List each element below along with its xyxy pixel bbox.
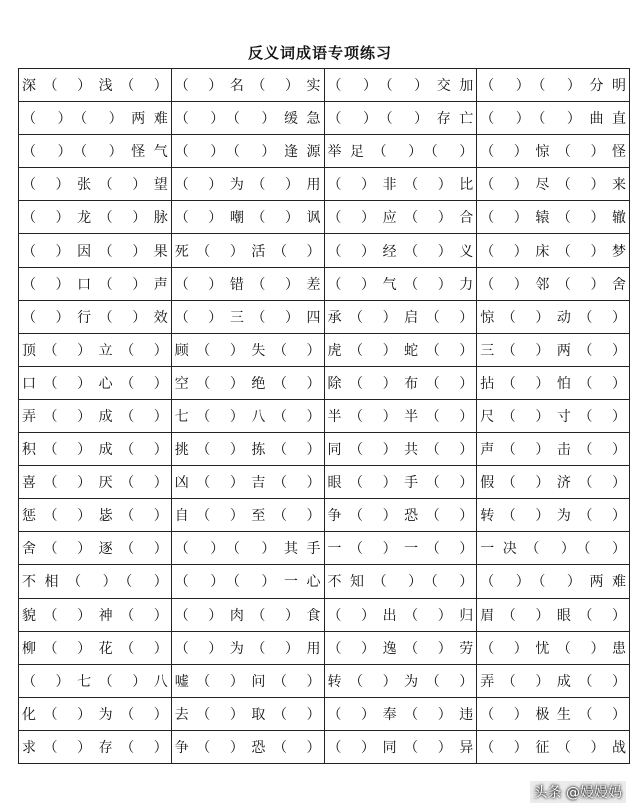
table-row	[19, 532, 630, 565]
idiom-cell: （ ）惊（ ）怪	[477, 135, 630, 168]
table-row	[19, 69, 630, 102]
page-title: 反义词成语专项练习	[247, 44, 392, 62]
idiom-cell: 三（ ）两（ ）	[477, 333, 630, 366]
idiom-cell: （ ）气（ ）力	[324, 267, 477, 300]
idiom-cell: （ ）奉（ ）违	[324, 697, 477, 730]
idiom-cell: 舍（ ）逐（ ）	[19, 532, 172, 565]
watermark: 头条 @嫚嫚妈	[530, 781, 626, 803]
idiom-cell: （ ）嘲（ ）讽	[171, 201, 324, 234]
idiom-cell: 惩（ ）毖（ ）	[19, 499, 172, 532]
idiom-cell: （ ）忧（ ）患	[477, 631, 630, 664]
idiom-cell: 承（ ）启（ ）	[324, 300, 477, 333]
idiom-cell: （ ）七（ ）八	[19, 664, 172, 697]
idiom-cell: 虎（ ）蛇（ ）	[324, 333, 477, 366]
idiom-cell: 转（ ）为（ ）	[477, 499, 630, 532]
idiom-cell: 一（ ）一（ ）	[324, 532, 477, 565]
idiom-cell: （ ）（ ）存亡	[324, 102, 477, 135]
idiom-cell: 求（ ）存（ ）	[19, 730, 172, 763]
idiom-cell: 同（ ）共（ ）	[324, 433, 477, 466]
idiom-table-body	[19, 69, 630, 764]
idiom-cell: 转（ ）为（ ）	[324, 664, 477, 697]
idiom-cell: 不知（ ）（ ）	[324, 565, 477, 598]
idiom-cell: （ ）（ ）分明	[477, 69, 630, 102]
idiom-cell: 口（ ）心（ ）	[19, 366, 172, 399]
idiom-cell: （ ）名（ ）实	[171, 69, 324, 102]
idiom-cell: （ ）非（ ）比	[324, 168, 477, 201]
idiom-cell: （ ）（ ）两难	[19, 102, 172, 135]
table-row	[19, 333, 630, 366]
idiom-cell: （ ）龙（ ）脉	[19, 201, 172, 234]
table-row	[19, 168, 630, 201]
idiom-cell: 不相（ ）（ ）	[19, 565, 172, 598]
idiom-cell: 一决（ ）（ ）	[477, 532, 630, 565]
table-row	[19, 399, 630, 432]
idiom-cell: （ ）为（ ）用	[171, 631, 324, 664]
idiom-cell: （ ）为（ ）用	[171, 168, 324, 201]
idiom-cell: 眉（ ）眼（ ）	[477, 598, 630, 631]
idiom-cell: 貌（ ）神（ ）	[19, 598, 172, 631]
idiom-cell: 举足（ ）（ ）	[324, 135, 477, 168]
idiom-cell: （ ）（ ）交加	[324, 69, 477, 102]
idiom-cell: 空（ ）绝（ ）	[171, 366, 324, 399]
idiom-cell: （ ）因（ ）果	[19, 234, 172, 267]
idiom-cell: （ ）极生（ ）	[477, 697, 630, 730]
table-row	[19, 466, 630, 499]
idiom-cell: （ ）（ ）两难	[477, 565, 630, 598]
table-row	[19, 565, 630, 598]
idiom-cell: （ ）（ ）曲直	[477, 102, 630, 135]
table-row	[19, 201, 630, 234]
idiom-cell: 弄（ ）成（ ）	[19, 399, 172, 432]
idiom-cell: （ ）错（ ）差	[171, 267, 324, 300]
idiom-cell: 柳（ ）花（ ）	[19, 631, 172, 664]
idiom-cell: （ ）尽（ ）来	[477, 168, 630, 201]
idiom-cell: （ ）（ ）一心	[171, 565, 324, 598]
idiom-cell: （ ）行（ ）效	[19, 300, 172, 333]
idiom-cell: （ ）（ ）逢源	[171, 135, 324, 168]
table-row	[19, 300, 630, 333]
idiom-cell: 凶（ ）吉（ ）	[171, 466, 324, 499]
idiom-cell: 化（ ）为（ ）	[19, 697, 172, 730]
table-row	[19, 664, 630, 697]
idiom-cell: 拈（ ）怕（ ）	[477, 366, 630, 399]
idiom-cell: （ ）征（ ）战	[477, 730, 630, 763]
idiom-cell: 挑（ ）拣（ ）	[171, 433, 324, 466]
table-row	[19, 499, 630, 532]
idiom-cell: （ ）（ ）其手	[171, 532, 324, 565]
idiom-cell: （ ）辕（ ）辙	[477, 201, 630, 234]
idiom-cell: 顾（ ）失（ ）	[171, 333, 324, 366]
idiom-cell: 争（ ）恐（ ）	[324, 499, 477, 532]
idiom-cell: （ ）张（ ）望	[19, 168, 172, 201]
idiom-cell: （ ）三（ ）四	[171, 300, 324, 333]
table-row	[19, 433, 630, 466]
idiom-cell: （ ）应（ ）合	[324, 201, 477, 234]
idiom-cell: （ ）同（ ）异	[324, 730, 477, 763]
idiom-cell: 去（ ）取（ ）	[171, 697, 324, 730]
idiom-cell: 顶（ ）立（ ）	[19, 333, 172, 366]
idiom-cell: 尺（ ）寸（ ）	[477, 399, 630, 432]
idiom-cell: （ ）（ ）缓急	[171, 102, 324, 135]
idiom-cell: 除（ ）布（ ）	[324, 366, 477, 399]
table-row	[19, 135, 630, 168]
table-row	[19, 234, 630, 267]
idiom-cell: 深（ ）浅（ ）	[19, 69, 172, 102]
table-row	[19, 631, 630, 664]
idiom-cell: 惊（ ）动（ ）	[477, 300, 630, 333]
table-row	[19, 730, 630, 763]
idiom-cell: 眼（ ）手（ ）	[324, 466, 477, 499]
idiom-cell: 自（ ）至（ ）	[171, 499, 324, 532]
idiom-cell: （ ）经（ ）义	[324, 234, 477, 267]
table-row	[19, 697, 630, 730]
idiom-cell: 假（ ）济（ ）	[477, 466, 630, 499]
idiom-cell: （ ）口（ ）声	[19, 267, 172, 300]
idiom-cell: （ ）出（ ）归	[324, 598, 477, 631]
table-row	[19, 598, 630, 631]
idiom-cell: 死（ ）活（ ）	[171, 234, 324, 267]
idiom-cell: 积（ ）成（ ）	[19, 433, 172, 466]
idiom-cell: （ ）逸（ ）劳	[324, 631, 477, 664]
idiom-cell: （ ）床（ ）梦	[477, 234, 630, 267]
table-row	[19, 366, 630, 399]
idiom-cell: 声（ ）击（ ）	[477, 433, 630, 466]
idiom-cell: 争（ ）恐（ ）	[171, 730, 324, 763]
idiom-cell: （ ）肉（ ）食	[171, 598, 324, 631]
idiom-cell: 弄（ ）成（ ）	[477, 664, 630, 697]
idiom-table	[18, 68, 630, 764]
idiom-cell: 半（ ）半（ ）	[324, 399, 477, 432]
idiom-cell: 喜（ ）厌（ ）	[19, 466, 172, 499]
idiom-cell: （ ）邻（ ）舍	[477, 267, 630, 300]
idiom-cell: 七（ ）八（ ）	[171, 399, 324, 432]
table-row	[19, 102, 630, 135]
idiom-cell: 嘘（ ）问（ ）	[171, 664, 324, 697]
idiom-cell: （ ）（ ）怪气	[19, 135, 172, 168]
table-row	[19, 267, 630, 300]
